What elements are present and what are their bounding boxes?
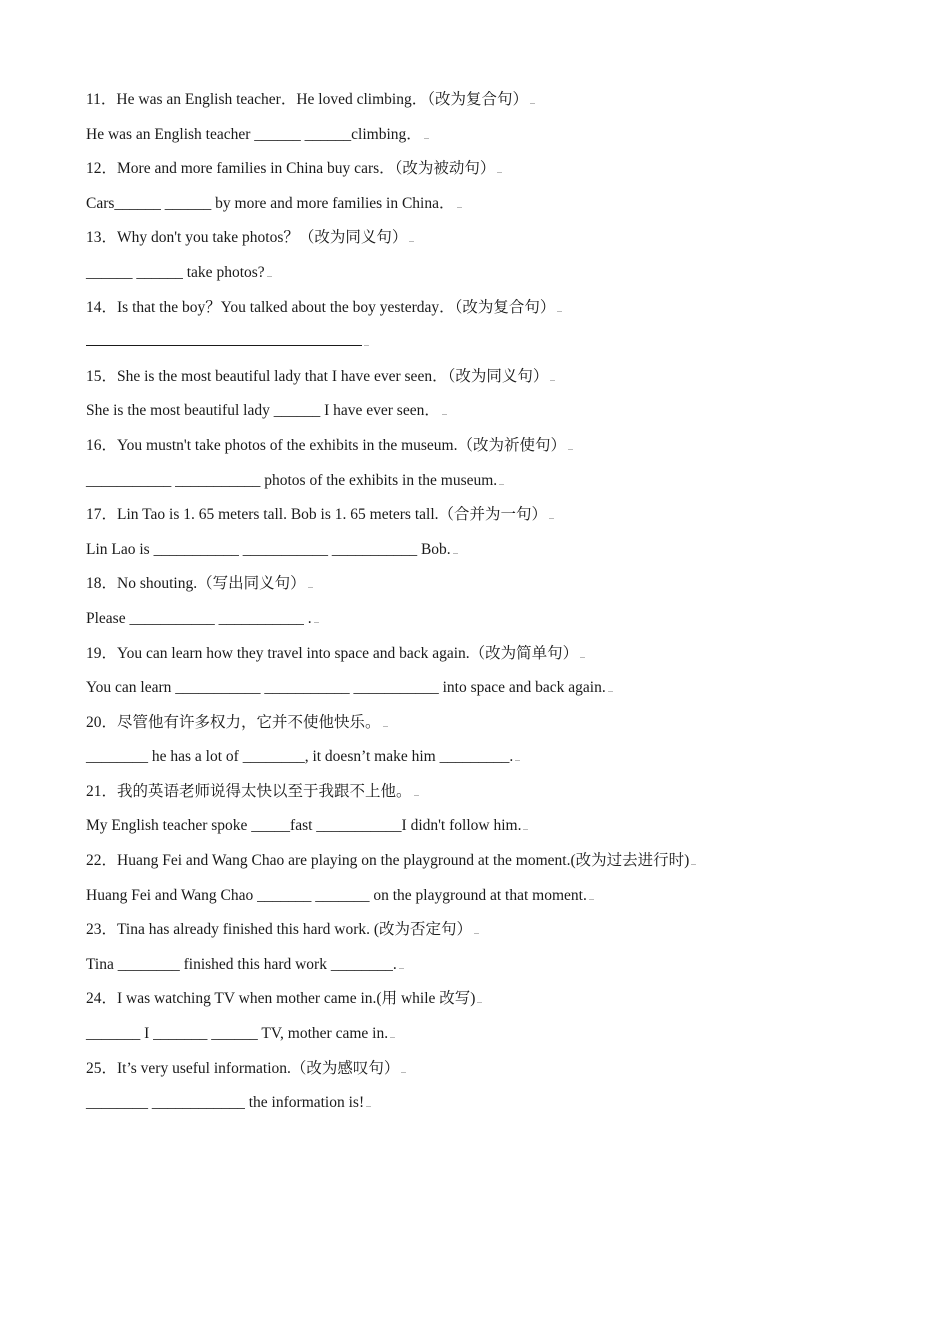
answer-22: Huang Fei and Wang Chao _______ _______ on the playground at that moment. [86,884,886,919]
answer-25: ________ ____________ the information is! [86,1091,886,1126]
answer-13: ______ ______ take photos? [86,261,886,296]
answer-12: Cars______ ______ by more and more families in China． [86,192,886,227]
answer-17: Lin Lao is ___________ ___________ ___________ Bob. [86,538,886,573]
question-21: 21．我的英语老师说得太快以至于我跟不上他。 [86,780,886,815]
answer-23: Tina ________ finished this hard work ________. [86,953,886,988]
question-20: 20．尽管他有许多权力，它并不使他快乐。 [86,711,886,746]
answer-16: ___________ ___________ photos of the exhibits in the museum. [86,469,886,504]
worksheet [86,88,886,1126]
question-17: 17．Lin Tao is 1. 65 meters tall. Bob is 1. 65 meters tall.（合并为一句） [86,503,886,538]
question-16: 16．You mustn't take photos of the exhibits in the museum.（改为祈使句） [86,434,886,469]
question-18: 18．No shouting.（写出同义句） [86,572,886,607]
question-12: 12．More and more families in China buy cars．（改为被动句） [86,157,886,192]
question-23: 23．Tina has already finished this hard work. (改为否定句） [86,918,886,953]
answer-21: My English teacher spoke _____fast ___________I didn't follow him. [86,814,886,849]
answer-19: You can learn ___________ ___________ ___________ into space and back again. [86,676,886,711]
answer-14 [86,330,886,365]
answer-blank-line [86,331,362,346]
question-22: 22．Huang Fei and Wang Chao are playing on the playground at the moment.(改为过去进行时) [86,849,886,884]
question-13: 13．Why don't you take photos？（改为同义句） [86,226,886,261]
answer-15: She is the most beautiful lady ______ I have ever seen． [86,399,886,434]
answer-18: Please ___________ ___________ . [86,607,886,642]
answer-11: He was an English teacher ______ ______climbing． [86,123,886,158]
question-24: 24．I was watching TV when mother came in.(用 while 改写) [86,987,886,1022]
answer-20: ________ he has a lot of ________, it doesn’t make him _________. [86,745,886,780]
answer-24: _______ I _______ ______ TV, mother came in. [86,1022,886,1057]
question-25: 25．It’s very useful information.（改为感叹句） [86,1057,886,1092]
question-19: 19．You can learn how they travel into space and back again.（改为简单句） [86,642,886,677]
question-11: 11．He was an English teacher．He loved climbing．（改为复合句） [86,88,886,123]
question-14: 14．Is that the boy？You talked about the boy yesterday．（改为复合句） [86,296,886,331]
question-15: 15．She is the most beautiful lady that I have ever seen．（改为同义句） [86,365,886,400]
